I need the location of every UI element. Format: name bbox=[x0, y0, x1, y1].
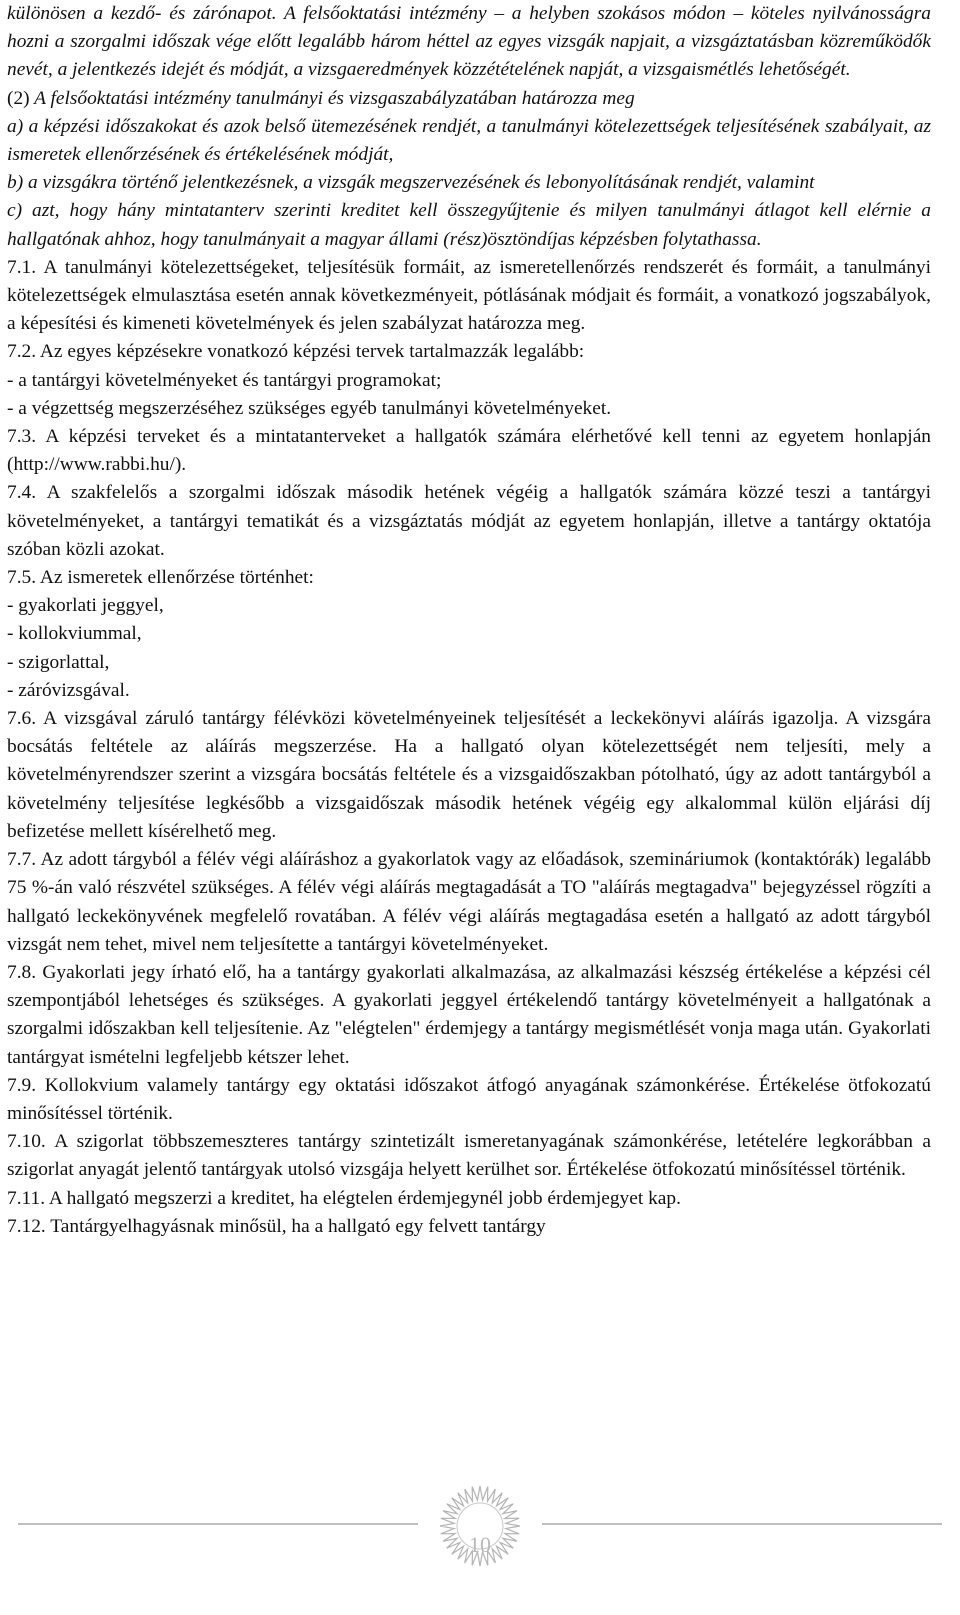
rule-number: 7.10. bbox=[7, 1131, 46, 1153]
rule-number: 7.2. bbox=[7, 341, 37, 363]
section-2-number: (2) bbox=[7, 87, 30, 109]
rule-text: A vizsgával záruló tantárgy félévközi követelményeinek teljesítését a leckekönyvi aláírás igazolja. A vizsgára bocsátás feltétele az aláírás megszerzése. Ha a hallgató olyan kötelezettségét nem teljesíti, mely a követelményrendszer szerint a vizsgára bocsátás feltétele és a vizsgaidőszakban pótolható, úgy az adott tantárgyból a követelmény teljesítése legkésőbb a vizsgaidőszak második hetének végéig egy alkalommal külön eljárási díj befizetése mellett kísérelhető meg. bbox=[7, 708, 931, 842]
rule-number: 7.7. bbox=[7, 849, 37, 871]
rule-item bbox=[7, 959, 931, 1072]
rule-bullet bbox=[7, 367, 931, 395]
rule-bullet bbox=[7, 620, 931, 648]
rule-text: Gyakorlati jegy írható elő, ha a tantárgy gyakorlati alkalmazása, az alkalmazási készség értékelése a képzési cél szempontjából lehetséges és szükséges. A gyakorlati jeggyel értékelendő tantárgy követelményeit a hallgatónak a szorgalmi időszakban kell teljesítenie. Az "elégtelen" érdemjegy a tantárgy megismétlését vonja maga után. Gyakorlati tantárgyat ismételni legfeljebb kétszer lehet. bbox=[7, 961, 931, 1068]
rule-number: 7.6. bbox=[7, 708, 37, 730]
rule-item bbox=[7, 1128, 931, 1184]
rule-number: 7.5. bbox=[7, 567, 37, 589]
rule-bullet bbox=[7, 395, 931, 423]
rule-number: 7.8. bbox=[7, 961, 37, 983]
rule-item bbox=[7, 423, 931, 479]
rule-item bbox=[7, 1213, 931, 1241]
rule-text: A tanulmányi kötelezettségeket, teljesítésük formáit, az ismeretellenőrzés rendszerét és formáit, a tanulmányi kötelezettségek elmulasztása esetén annak következményeit, pótlásának módjait és formáit, a vonatkozó jogszabályok, a képesítési és kimeneti követelmények és jelen szabályzat határozza meg. bbox=[7, 256, 931, 335]
rule-number: 7.4. bbox=[7, 482, 37, 504]
rule-bullet bbox=[7, 592, 931, 620]
rule-text: Az egyes képzésekre vonatkozó képzési tervek tartalmazzák legalább: bbox=[39, 341, 585, 363]
section-2-point-b: b) a vizsgákra történő jelentkezésnek, a vizsgák megszervezésének és lebonyolításának rendjét, valamint bbox=[7, 172, 815, 194]
rule-text: A képzési terveket és a mintatanterveket a hallgatók számára elérhetővé kell tenni az egyetem honlapján (http://www.rabbi.hu/). bbox=[7, 426, 931, 476]
section-2-lead-text: A felsőoktatási intézmény tanulmányi és vizsgaszabályzatában határozza meg bbox=[34, 87, 635, 109]
rule-bullet bbox=[7, 649, 931, 677]
rule-number: 7.12. bbox=[7, 1215, 46, 1237]
rule-text: Az adott tárgyból a félév végi aláíráshoz a gyakorlatok vagy az előadások, szemináriumok (kontaktórák) legalább 75 %-án való részvétel szükséges. A félév végi aláírás megtagadását a TO "aláírás megtagadva" bejegyzéssel rögzíti a hallgató leckekönyvének megfelelő rovatában. A félév végi aláírás megtagadása esetén a hallgató az adott tárgyból vizsgát nem tehet, mivel nem teljesítette a tantárgyi követelményeket. bbox=[7, 849, 932, 955]
rule-number: 7.9. bbox=[7, 1074, 37, 1096]
rule-item bbox=[7, 1185, 931, 1213]
section-2-point-a: a) a képzési időszakokat és azok belső ütemezésének rendjét, a tanulmányi kötelezettségek teljesítésének szabályait, az ismeretek ellenőrzésének és értékelésének módját, bbox=[7, 115, 931, 166]
page-footer bbox=[0, 1482, 960, 1602]
page-number: 10 bbox=[469, 1532, 491, 1557]
rule-item bbox=[7, 254, 931, 339]
rule-text: - záróvizsgával. bbox=[7, 679, 130, 701]
intro-paragraph: különösen a kezdő- és zárónapot. A felsőoktatási intézmény – a helyben szokásos módon – köteles nyilvánosságra hozni a szorgalmi időszak vége előtt legalább három héttel az egyes vizsgák napjait, a vizsgáztatásban közreműködők nevét, a jelentkezés idejét és módját, a vizsgaeredmények közzétételének napját, a vizsgaismétlés lehetőségét. bbox=[7, 3, 931, 81]
rule-text: - kollokviummal, bbox=[7, 623, 142, 645]
rule-text: A szakfelelős a szorgalmi időszak második hetének végéig a hallgatók számára közzé teszi a tantárgyi követelményeket, a tantárgyi tematikát és a vizsgáztatás módját az egyetem honlapján, illetve a tantárgy oktatója szóban közli azokat. bbox=[7, 482, 931, 560]
rule-item bbox=[7, 1072, 931, 1128]
rule-text: Tantárgyelhagyásnak minősül, ha a hallgató egy felvett tantárgy bbox=[50, 1215, 546, 1237]
rule-text: - szigorlattal, bbox=[7, 651, 110, 673]
rule-text: Kollokvium valamely tantárgy egy oktatási időszakot átfogó anyagának számonkérése. Értékelése ötfokozatú minősítéssel történik. bbox=[7, 1074, 931, 1124]
rule-text: - a tantárgyi követelményeket és tantárgyi programokat; bbox=[7, 369, 442, 391]
rule-number: 7.11. bbox=[7, 1187, 46, 1209]
rule-number: 7.1. bbox=[7, 256, 37, 278]
rule-bullet bbox=[7, 677, 931, 705]
rule-text: - a végzettség megszerzéséhez szükséges egyéb tanulmányi követelményeket. bbox=[7, 397, 612, 419]
rule-items bbox=[7, 254, 931, 1241]
rule-item bbox=[7, 338, 931, 366]
section-2-point-c: c) azt, hogy hány mintatanterv szerinti kreditet kell összegyűjtenie és milyen tanulmányi átlagot kell elérnie a hallgatónak ahhoz, hogy tanulmányait a magyar állami (rész)ösztöndíjas képzésben folytathassa. bbox=[7, 200, 931, 250]
document-page bbox=[7, 0, 931, 1241]
section-2-lead bbox=[7, 85, 931, 113]
rule-text: A szigorlat többszemeszteres tantárgy szintetizált ismeretanyagának számonkérése, letételére legkorábban a szigorlat anyagát jelentő tantárgyak utolsó vizsgája helyett kerülhet sor. Értékelése ötfokozatú minősítéssel történik. bbox=[7, 1131, 931, 1181]
rule-item bbox=[7, 564, 931, 592]
rule-text: Az ismeretek ellenőrzése történhet: bbox=[39, 567, 314, 589]
rule-item bbox=[7, 479, 931, 564]
rule-number: 7.3. bbox=[7, 426, 37, 448]
rule-item bbox=[7, 705, 931, 846]
rule-text: - gyakorlati jeggyel, bbox=[7, 595, 164, 617]
rule-text: A hallgató megszerzi a kreditet, ha elégtelen érdemjegynél jobb érdemjegyet kap. bbox=[48, 1187, 681, 1209]
rule-item bbox=[7, 846, 931, 959]
